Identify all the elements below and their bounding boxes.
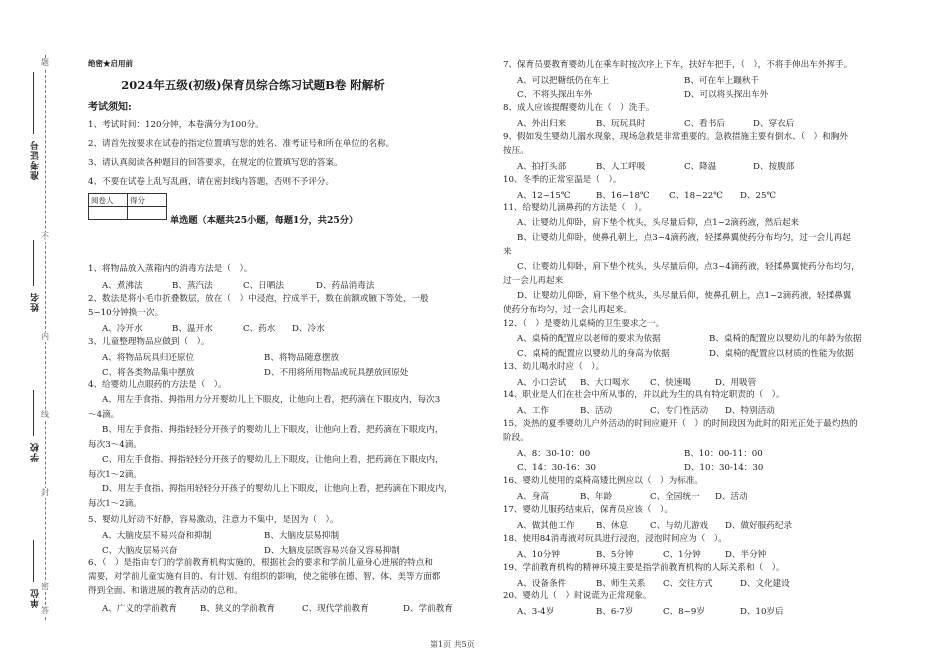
option: D、不用将所用物品或玩具摆放回原处 [264,368,409,378]
option: B、可在车上蹦秋千 [684,76,760,86]
option-cont: 每次1～2滴。 [88,470,142,480]
option: A、让婴幼儿仰卧，肩下垫个枕头，头尽量后仰，点1~2滴药液，然后起来 [517,218,800,228]
option: D、冷水 [292,324,325,334]
secret-mark: 绝密★启用前 [88,59,133,68]
question-9-cont: 按压。 [503,146,529,156]
option: C、专门性活动 [650,406,709,416]
option: C、日晒法 [243,281,284,291]
option-cont: 每次1～2滴。 [88,499,142,509]
exam-number-label: 准考证号 [31,140,41,180]
option: A、8：30-10：00 [517,449,591,459]
option: C、大脑皮层易兴奋 [102,546,178,556]
option: C、8~9岁 [663,607,705,617]
option: C、不将头探出车外 [517,90,593,100]
school-label: 学校 [31,442,41,462]
question-8: 8、成人应该提醒婴幼儿在（ ）洗手。 [503,103,655,113]
question-17: 17、婴幼儿服药结束后，保育员应该（ ）。 [503,505,673,515]
option: D、特别活动 [725,406,775,416]
notice-item: 3、请认真阅读各种题目的回答要求，在规定的位置填写您的答案。 [88,158,343,168]
option: C、快速喝 [650,378,691,388]
question-9: 9、假如发生婴幼儿溺水现象，现场急救是非常重要的。急救措施主要有倒水、（ ）和胸外 [503,132,848,142]
option: B、将物品随意摆放 [264,353,340,363]
question-2-cont: 5~10分钟换一次。 [88,308,164,318]
question-3: 3、儿童整理物品应做到（ ）。 [88,337,210,347]
question-1: 1、将物品放入蒸箱内的消毒方法是（ ）。 [88,264,253,274]
option: A、身高 [517,492,549,502]
option: B、休息 [596,521,629,531]
section-title: 单选题（本题共25小题，每题1分，共25分） [170,215,359,226]
question-16: 16、婴幼儿使用的桌椅高矮比例应以（ ）为标准。 [503,476,703,486]
option: B、狭义的学前教育 [200,604,276,614]
option: A、煮沸法 [102,281,143,291]
option: A、用左手食指、拇指用力分开婴幼儿上下眼皮，让他向上看，把药滴在下眼皮内，每次3 [102,395,441,405]
option: A、桌椅的配置应以老师的要求为依据 [517,334,661,344]
option: A、外出归来 [517,119,567,129]
seal-word: 线 [41,410,49,419]
option: A、广义的学前教育 [102,604,177,614]
question-20: 20、婴幼儿（ ）时说谎为正常现象。 [503,591,652,601]
option: B、师生关系 [596,579,646,589]
seal-word: 题 [41,58,49,67]
option: B、6-7岁 [596,607,634,617]
option: A、设备条件 [517,579,567,589]
seal-word: 答 [41,606,49,615]
option: D、用左手食指、拇指用轻轻分开孩子的婴幼儿上下眼皮，让他向上看，把药滴在下眼皮内， [102,484,453,494]
option: B、让婴幼儿仰卧，使鼻孔朝上，点3~4滴药液，轻揉鼻翼使药分布均匀，过一会儿再起 [517,233,851,243]
option: C、与幼儿游戏 [650,521,709,531]
option: D、10：30-14：30 [684,463,764,473]
option: D、可以将头探出车外 [684,90,769,100]
unit-line [33,540,34,582]
question-4: 4、给婴幼儿点眼药的方法是（ ）。 [88,380,227,390]
option: D、用吸管 [715,378,757,388]
option: B、活动 [580,406,613,416]
option: D、学前教育 [403,604,453,614]
option: D、半分钟 [725,550,767,560]
question-7: 7、保育员要教育婴幼儿在乘车时按次序上下车，扶好车把手，（ ），不将手伸出车外挥手。 [503,60,853,70]
option: A、10分钟 [517,550,560,560]
question-6-cont: 得到全面、和谐进展的教育活动的总和。 [88,586,243,596]
option: C、14：30-16：30 [517,463,597,473]
option-cont: 来 [503,247,512,257]
question-14: 14、职业是人们在社会中所从事的，并以此为生的具有特定职责的（ ）。 [503,390,785,400]
option: B、人工呼吸 [596,162,646,172]
option: B、年龄 [580,492,613,502]
binding-margin [0,0,58,671]
option: C、现代学前教育 [302,604,369,614]
option: C、桌椅的配置应以婴幼儿的身高为依据 [517,349,670,359]
seal-word: 封 [41,488,49,497]
option: A、3-4岁 [517,607,555,617]
option: D、大脑皮层既容易兴奋又容易抑制 [264,546,400,556]
name-line [33,240,34,286]
option: D、穿衣后 [753,119,795,129]
option: B、桌椅的配置应以婴幼儿的年龄为依据 [709,334,862,344]
option: C、让婴幼儿仰卧，肩下垫个枕头，头尽量后仰，点3~4滴药液，轻揉鼻翼使药分布均匀， [517,262,860,272]
score-cell: 得分 [128,194,167,207]
question-15: 15、炎热的夏季婴幼儿户外活动的时间应避开（ ）的时间段因为此时的阳光正处于最灼热的 [503,419,858,429]
question-2: 2、数法是将小毛巾折叠数层，放在（ ）中浸泡，拧成半干，数在前额或腋下等处，一般 [88,294,429,304]
option: A、小口尝试 [517,378,567,388]
page-footer: 第1页 共5页 [430,640,475,649]
option: C、18~22℃ [669,191,723,201]
option: D、让婴幼儿仰卧，肩下垫个枕头，头尽量后仰，使鼻孔朝上，点1~2滴药液，轻揉鼻翼 [517,291,852,301]
notice-item: 2、请首先按要求在试卷的指定位置填写您的姓名、准考证号和所在单位的名称。 [88,139,395,149]
score-table [88,193,167,220]
seal-word: 不 [41,232,49,241]
option: B、用左手食指、拇指轻轻分开孩子的婴幼儿上下眼皮，让他向上看，把药滴在下眼皮内， [102,425,444,435]
seal-word: 密 [41,582,49,591]
option: B、大口喝水 [580,378,630,388]
question-15-cont: 阶段。 [503,433,529,443]
option: A、将物品玩具归还原位 [102,353,195,363]
option-cont: 每次3～4滴。 [88,440,142,450]
option: D、做好服药纪录 [725,521,793,531]
option: B、温开水 [172,324,213,334]
page-title: 2024年五级(初级)保育员综合练习试题B卷 附解析 [121,78,385,92]
option: D、药品消毒法 [316,281,375,291]
option: D、25℃ [740,191,777,201]
option: A、12~15℃ [517,191,571,201]
option: B、10：00-11：00 [684,449,763,459]
option: A、工作 [517,406,549,416]
option: C、药水 [243,324,276,334]
option: B、蒸汽法 [172,281,213,291]
option: D、桌椅的配置应以材质的性能为依据 [709,349,854,359]
question-5: 5、婴幼儿好动不好静，容易激动，注意力不集中，是因为（ ）。 [88,515,339,525]
option: C、用左手食指、拇指轻轻分开孩子的婴幼儿上下眼皮，让他向上看，把药滴在下眼皮内， [102,455,444,465]
option: A、可以把糖纸仍在车上 [517,76,610,86]
unit-label: 单位 [31,588,41,608]
option-cont: ～4滴。 [88,410,120,420]
school-line [33,390,34,436]
notice-heading: 考试须知: [88,102,132,113]
option: A、冷开水 [102,324,143,334]
question-6-cont: 需要，对学前儿童实施有目的、有计划、有组织的影响，使之能够在德、智、体、美等方面都 [88,572,441,582]
question-10: 10、冬季的正常室温是（ ）。 [503,175,622,185]
question-13: 13、幼儿喝水时应（ ）。 [503,362,605,372]
option: B、5分钟 [596,550,634,560]
option: C、交往方式 [663,579,713,589]
option: C、1分钟 [663,550,701,560]
question-6: 6、（ ）是指由专门的学前教育机构实施的，根据社会的要求和学前儿童身心进展的特点和 [88,558,433,568]
seal-word: 内 [41,332,49,341]
notice-item: 1、考试时间：120分钟，本卷满分为100分。 [88,120,264,130]
option: D、按腹部 [753,162,795,172]
option-cont: 使药分布均匀，过一会儿再起来。 [503,305,632,315]
question-19: 19、学前教育机构的精神环境主要是指学前教育机构的人际关系和（ ）。 [503,563,785,573]
option-cont: 过一会儿再起来 [503,276,564,286]
option: C、看书后 [684,119,725,129]
option: C、全园统一 [650,492,700,502]
question-11: 11、给婴幼儿滴鼻药的方法是（ ）。 [503,203,648,213]
option: D、文化建设 [740,579,790,589]
option: D、活动 [715,492,748,502]
option: C、降温 [684,162,717,172]
question-12: 12、（ ）是婴幼儿桌椅的卫生要求之一。 [503,319,665,329]
score-blank[interactable] [128,207,167,220]
name-label: 姓名 [31,292,41,312]
reviewer-cell: 阅卷人 [89,194,128,207]
option: C、将各类物品集中摆放 [102,368,195,378]
reviewer-blank[interactable] [89,207,128,220]
option: D、10岁后 [740,607,784,617]
option: A、做其他工作 [517,521,575,531]
option: A、拍打头部 [517,162,567,172]
option: B、大脑皮层易抑制 [264,531,340,541]
option: B、16~18℃ [596,191,650,201]
question-18: 18、使用84消毒液对玩具进行浸泡，浸泡时间应为（ ）。 [503,534,727,544]
notice-item: 4、不要在试卷上乱写乱画，请在密封线内答题，否则不予评分。 [88,177,335,187]
exam-number-line [33,72,34,134]
option: B、玩玩具时 [596,119,646,129]
option: A、大脑皮层不易兴奋和抑制 [102,531,212,541]
